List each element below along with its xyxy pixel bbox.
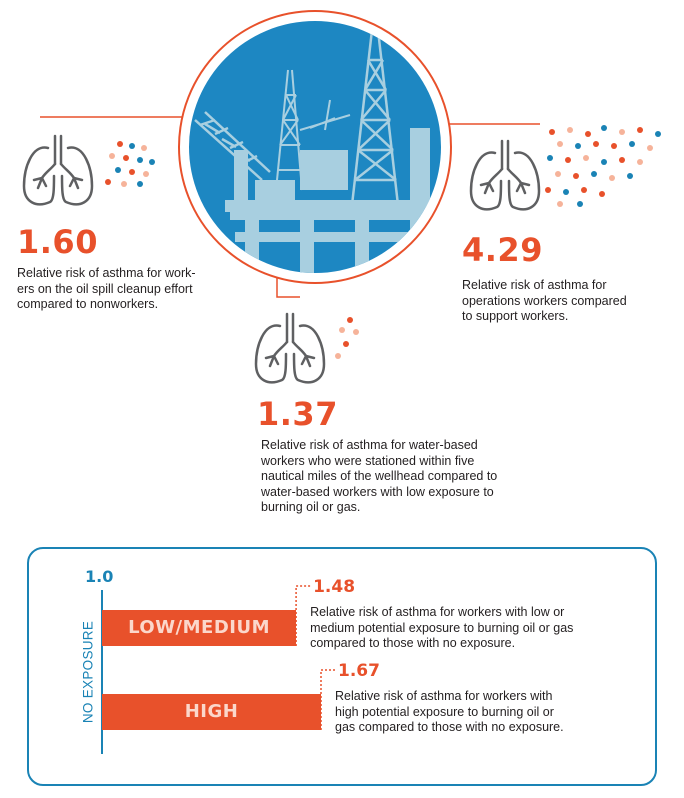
water-value: 1.37 <box>257 395 338 433</box>
water-description-line: nautical miles of the wellhead compared to <box>261 469 498 483</box>
operations-description-line: operations workers compared <box>462 293 627 308</box>
water-description-line: water-based workers with low exposure to <box>261 484 494 499</box>
description-low-medium <box>310 605 573 652</box>
water-description-line: Relative risk of asthma for water-based <box>261 438 478 452</box>
cleanup-description-line: compared to nonworkers. <box>17 297 159 311</box>
description-line: medium potential exposure to burning oil or gas <box>310 620 574 635</box>
description-high <box>335 689 564 736</box>
description-line: high potential exposure to burning oil or <box>335 704 554 719</box>
operations-description-line: Relative risk of asthma for <box>462 278 607 292</box>
description-line: Relative risk of asthma for workers with <box>335 689 553 703</box>
description-line: Relative risk of asthma for workers with low or <box>310 605 565 619</box>
cleanup-description-line: ers on the oil spill cleanup effort <box>17 281 193 296</box>
water-description-line: burning oil or gas. <box>261 500 361 514</box>
bracket-low-medium <box>296 586 310 646</box>
operations-description-line: to support workers. <box>462 309 569 323</box>
operations-value: 4.29 <box>462 231 543 269</box>
description-line: gas compared to those with no exposure. <box>335 720 564 734</box>
description-line: compared to those with no exposure. <box>310 636 516 650</box>
bracket-high <box>321 670 335 730</box>
value-label-high: 1.67 <box>338 661 380 681</box>
cleanup-description-line: Relative risk of asthma for work- <box>17 266 196 280</box>
cleanup-value: 1.60 <box>17 223 98 261</box>
water-description-line: workers who were stationed within five <box>261 453 475 468</box>
baseline-label: NO EXPOSURE <box>80 620 96 724</box>
value-label-low-medium: 1.48 <box>313 577 356 597</box>
bar-low-medium: LOW/MEDIUM <box>102 610 296 646</box>
baseline-value-label: 1.0 <box>85 567 114 586</box>
bar-high: HIGH <box>102 694 321 730</box>
